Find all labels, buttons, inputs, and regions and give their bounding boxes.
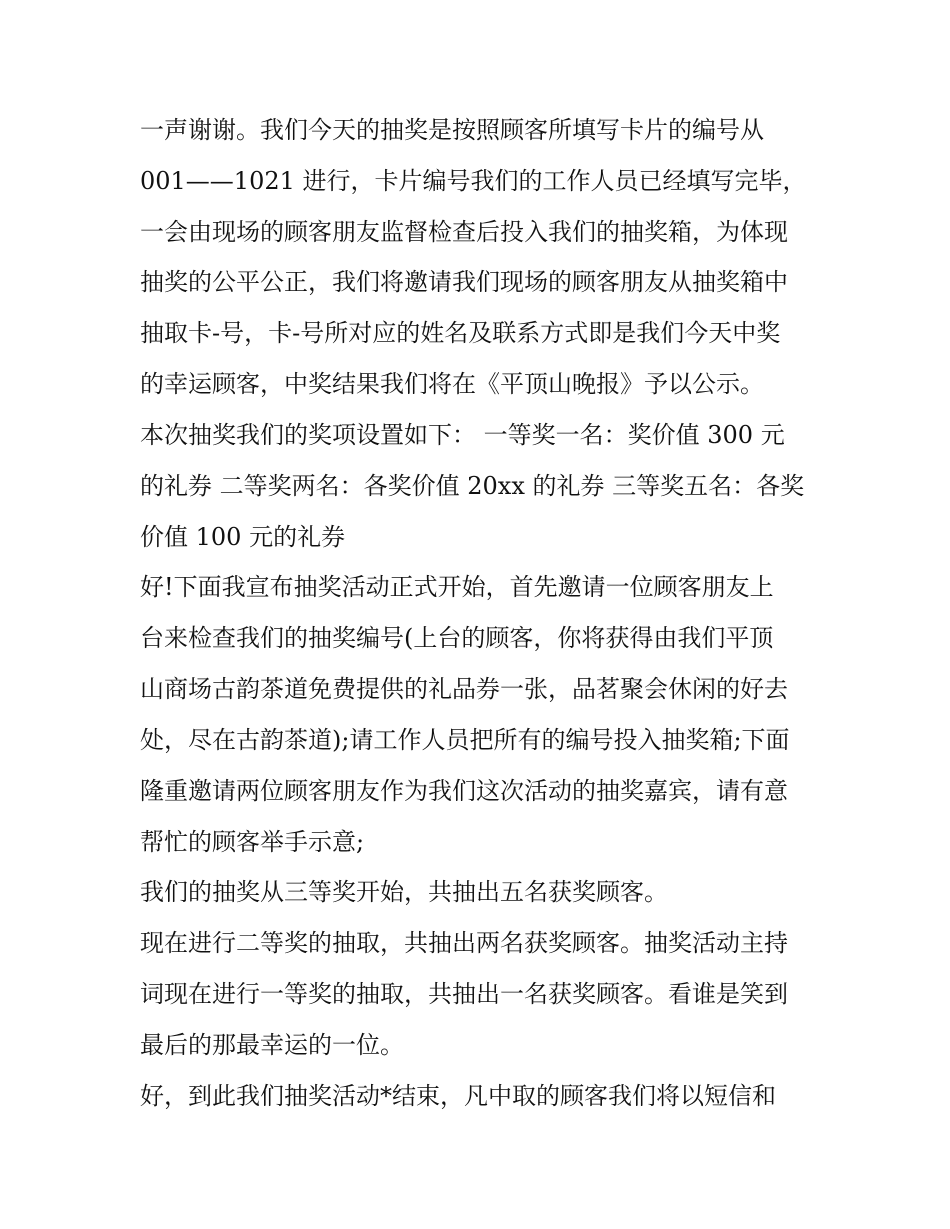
text-line: 价值 100 元的礼券 <box>140 523 346 551</box>
text-line: 现在进行二等奖的抽取，共抽出两名获奖顾客。抽奖活动主持 <box>140 929 788 957</box>
text-line: 的幸运顾客，中奖结果我们将在《平顶山晚报》予以公示。 <box>140 370 764 398</box>
text-line: 隆重邀请两位顾客朋友作为我们这次活动的抽奖嘉宾，请有意 <box>140 777 788 805</box>
text-line: 好!下面我宣布抽奖活动正式开始，首先邀请一位顾客朋友上 <box>140 573 774 601</box>
text-line: 处，尽在古韵茶道);请工作人员把所有的编号投入抽奖箱;下面 <box>140 726 790 754</box>
text-line: 好，到此我们抽奖活动*结束，凡中取的顾客我们将以短信和 <box>140 1082 776 1110</box>
text-line: 台来检查我们的抽奖编号(上台的顾客，你将获得由我们平顶 <box>140 624 774 652</box>
text-line: 最后的那最幸运的一位。 <box>140 1031 404 1059</box>
text-line: 抽奖的公平公正，我们将邀请我们现场的顾客朋友从抽奖箱中 <box>140 268 788 296</box>
text-line: 一会由现场的顾客朋友监督检查后投入我们的抽奖箱，为体现 <box>140 218 788 246</box>
text-line: 的礼券 二等奖两名：各奖价值 20xx 的礼券 三等奖五名：各奖 <box>140 472 805 500</box>
text-line: 本次抽奖我们的奖项设置如下： 一等奖一名：奖价值 300 元 <box>140 421 785 449</box>
text-line: 词现在进行一等奖的抽取，共抽出一名获奖顾客。看谁是笑到 <box>140 980 788 1008</box>
text-line: 山商场古韵茶道免费提供的礼品券一张，品茗聚会休闲的好去 <box>140 675 788 703</box>
text-line: 帮忙的顾客举手示意; <box>140 828 365 856</box>
text-line: 我们的抽奖从三等奖开始，共抽出五名获奖顾客。 <box>140 878 668 906</box>
text-line: 抽取卡-号，卡-号所对应的姓名及联系方式即是我们今天中奖 <box>140 319 781 347</box>
text-line: 001——1021 进行，卡片编号我们的工作人员已经填写完毕， <box>140 167 807 195</box>
text-line: 一声谢谢。我们今天的抽奖是按照顾客所填写卡片的编号从 <box>140 116 764 144</box>
